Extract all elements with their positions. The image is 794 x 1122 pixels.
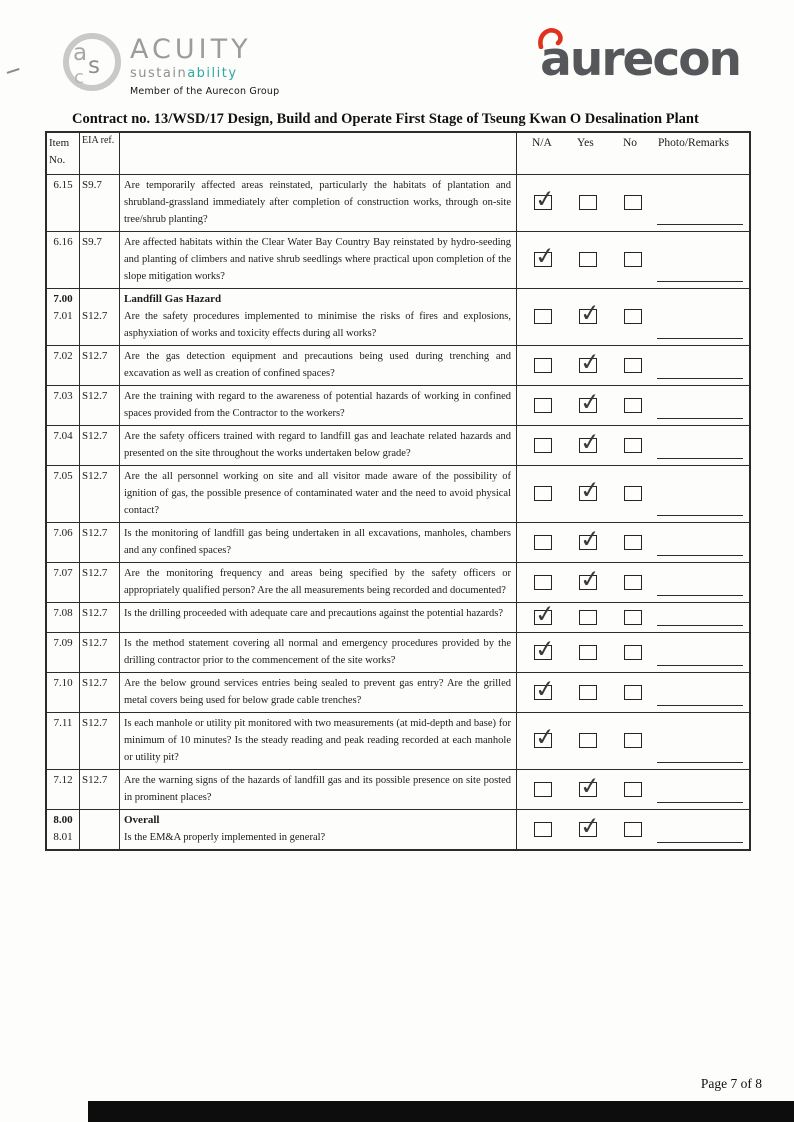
eia-ref-cell [80,232,120,288]
checkbox-yes[interactable] [578,386,602,417]
checkmark: ✓ [578,770,602,801]
document-title: Contract no. 13/WSD/17 Design, Build and Operate First Stage of Tseung Kwan O Desalination Plant [72,111,699,127]
table-body [47,175,749,849]
question-text: Are temporarily affected areas reinstated, particularly the habitats of plantation and shrubland-grassland immediately after completion of construction works, through on-site tree/shrub planting? [124,180,511,225]
page-number: Page 7 of 8 [700,1076,762,1091]
acuity-logo-subtitle [130,66,279,81]
checkbox-yes[interactable] [578,810,602,841]
question-text: Is the monitoring of landfill gas being undertaken in all excavations, manholes, chambers and any confined spaces? [124,528,511,556]
answer-cell [517,289,749,345]
checkbox-no[interactable] [624,438,642,453]
item-no-cell [47,426,80,465]
eia-ref: S12.7 [82,677,108,689]
item-label-line1: Item [49,137,70,149]
row-item-no: 6.16 [53,236,73,248]
answer-cell [517,810,749,849]
checkbox-na[interactable] [534,486,552,501]
checkbox-no[interactable] [624,782,642,797]
checkbox-no[interactable] [624,195,642,210]
table-row [47,175,749,232]
eia-ref-cell [80,523,120,562]
checkbox-no[interactable] [624,309,642,324]
svg-text:s: s [88,53,100,79]
eia-ref: S12.7 [82,607,108,619]
answer-cell [517,713,749,769]
section-item-no: 8.00 [53,814,73,826]
eia-ref-cell [80,175,120,231]
remarks-line[interactable] [657,515,743,516]
question-cell [120,603,517,632]
svg-text:a: a [73,40,88,66]
checkmark: ✓ [533,598,557,629]
question-text: Are the warning signs of the hazards of landfill gas and its possible presence on site posted in prominent places? [124,775,511,803]
item-no-cell [47,466,80,522]
eia-ref-cell [80,289,120,345]
question-cell [120,713,517,769]
checkbox-na[interactable] [534,398,552,413]
remarks-line[interactable] [657,802,743,803]
row-item-no: 6.15 [53,179,73,191]
question-text: Are the training with regard to the awareness of potential hazards of working in confined spaces provided from the Contractor to the workers? [124,391,511,419]
column-headers-answers [517,133,749,174]
checklist-table [45,131,751,851]
eia-ref-cell [80,633,120,672]
checkmark: ✓ [578,346,602,377]
question-text: Is the drilling proceeded with adequate care and precautions against the potential hazards? [124,608,504,619]
checkbox-no[interactable] [624,733,642,748]
scan-artifact-bar [88,1101,794,1122]
table-row [47,466,749,523]
eia-ref: S12.7 [82,430,108,442]
answer-cell [517,232,749,288]
column-header-yes: Yes [577,137,594,149]
table-row [47,346,749,386]
question-cell [120,289,517,345]
checkbox-na[interactable] [533,184,557,214]
checkmark: ✓ [578,426,602,457]
question-cell [120,673,517,712]
question-cell [120,426,517,465]
row-item-no: 7.05 [53,470,73,482]
row-item-no: 7.04 [53,430,73,442]
item-no-cell [47,563,80,602]
table-row [47,598,749,633]
remarks-line[interactable] [657,224,743,225]
table-row [47,673,749,713]
question-text: Are the below ground services entries being sealed to prevent gas entry? Are the grilled metal covers being used for below grade cable trenches? [124,678,511,706]
checkmark: ✓ [533,184,557,214]
eia-ref: S12.7 [82,567,108,579]
acuity-subtitle-teal: ability [187,66,238,81]
answer-cell [517,563,749,602]
item-label-line2: No. [49,154,66,166]
remarks-line[interactable] [657,555,743,556]
acuity-logo-name: ACUITY [130,34,252,65]
remarks-line[interactable] [657,378,743,379]
eia-ref-cell [80,603,120,632]
answer-cell [517,386,749,425]
answer-cell [517,633,749,672]
remarks-line[interactable] [657,665,743,666]
checkbox-yes[interactable] [578,346,602,377]
checkbox-yes[interactable] [579,645,597,660]
checkmark: ✓ [533,241,557,271]
question-cell [120,523,517,562]
row-item-no: 7.06 [53,527,73,539]
answer-cell [517,426,749,465]
checkbox-no[interactable] [624,610,642,625]
question-cell [120,175,517,231]
question-cell [120,770,517,809]
checkbox-yes[interactable] [578,523,602,554]
column-header-question [120,133,517,174]
checkbox-na[interactable] [533,241,557,271]
svg-text:c: c [74,67,84,88]
acuity-subtitle-gray: sustain [130,66,188,81]
eia-ref: S12.7 [82,717,108,729]
row-item-no: 7.01 [53,310,73,322]
eia-ref: S12.7 [82,470,108,482]
table-row [47,232,749,289]
question-cell [120,466,517,522]
column-header-na: N/A [532,137,552,149]
remarks-line[interactable] [657,418,743,419]
checkbox-yes[interactable] [579,252,597,267]
item-no-cell [47,633,80,672]
eia-ref: S9.7 [82,179,102,191]
answer-cell [517,770,749,809]
eia-ref: S12.7 [82,390,108,402]
table-row [47,289,749,346]
eia-ref-label: EIA ref. [82,135,115,146]
checkbox-no[interactable] [624,535,642,550]
checkbox-yes[interactable] [578,475,602,505]
column-header-no: No [623,137,638,149]
checkbox-na[interactable] [534,575,552,590]
item-no-cell [47,603,80,632]
checkmark: ✓ [578,298,602,328]
row-item-no: 7.11 [53,717,73,729]
question-text: Are the safety procedures implemented to minimise the risks of fires and explosions, asphyxiation of works and toxicity effects during all works? [124,311,511,339]
aurecon-logo-text: aurecon [540,32,740,87]
eia-ref: S12.7 [82,774,108,786]
answer-cell [517,346,749,385]
question-text: Are the all personnel working on site and all visitor made aware of the possibility of ignition of gas, the possible presence of contaminated water and the need to avoid physical contact? [124,471,511,516]
checkbox-no[interactable] [624,575,642,590]
remarks-line[interactable] [657,338,743,339]
checkbox-na[interactable] [534,358,552,373]
eia-ref: S12.7 [82,310,108,322]
item-no-cell [47,346,80,385]
eia-ref: S12.7 [82,350,108,362]
remarks-line[interactable] [657,842,743,843]
checkbox-na[interactable] [534,309,552,324]
checkbox-no[interactable] [624,486,642,501]
eia-ref-cell [80,426,120,465]
eia-ref-cell [80,673,120,712]
answer-cell [517,598,749,632]
answer-cell [517,673,749,712]
checkbox-na[interactable] [534,535,552,550]
row-item-no: 7.10 [53,677,73,689]
remarks-line[interactable] [657,625,743,626]
eia-ref: S9.7 [82,236,102,248]
question-text: Are affected habitats within the Clear Water Bay Country Bay reinstated by hydro-seeding and planting of climbers and native shrub seedlings where practical upon completion of the slope mitigation works? [124,237,511,282]
acuity-logo-text-block [130,30,279,97]
table-row [47,633,749,673]
checkbox-yes[interactable] [578,426,602,457]
row-item-no: 7.07 [53,567,73,579]
checkmark: ✓ [578,386,602,417]
question-text: Are the gas detection equipment and precautions being used during trenching and excavation as well as creation of confined spaces? [124,351,511,379]
checkbox-yes[interactable] [578,563,602,594]
question-cell [120,633,517,672]
section-title: Overall [124,814,160,826]
row-item-no: 7.02 [53,350,73,362]
eia-ref-cell [80,346,120,385]
item-no-cell [47,523,80,562]
checkbox-yes[interactable] [579,685,597,700]
question-text: Are the monitoring frequency and areas being specified by the safety officers or appropriately qualified person? Are the all measurements being recorded and documented? [124,568,511,596]
table-row [47,523,749,563]
row-item-no: 7.12 [53,774,73,786]
checkbox-na[interactable] [533,598,557,629]
table-header-row [47,133,749,175]
checkbox-no[interactable] [624,685,642,700]
remarks-line[interactable] [657,458,743,459]
table-row [47,426,749,466]
eia-ref [82,812,117,829]
table-row [47,810,749,849]
checkbox-yes[interactable] [578,770,602,801]
item-no-cell [47,810,80,849]
question-cell [120,810,517,849]
aurecon-swirl-icon [537,27,565,49]
checkmark: ✓ [578,523,602,554]
acuity-logo-icon [60,30,124,94]
checkbox-na[interactable] [533,673,557,704]
acuity-member-text: Member of the Aurecon Group [130,86,280,97]
eia-ref-cell [80,810,120,849]
checkmark: ✓ [533,633,557,664]
checkbox-no[interactable] [624,358,642,373]
checkbox-yes[interactable] [579,610,597,625]
eia-ref: S12.7 [82,527,108,539]
eia-ref: S12.7 [82,637,108,649]
question-text: Is the EM&A properly implemented in general? [124,832,326,843]
checkbox-no[interactable] [624,822,642,837]
checkbox-yes[interactable] [578,298,602,328]
item-no-cell [47,175,80,231]
checkbox-na[interactable] [534,782,552,797]
column-header-photo-remarks: Photo/Remarks [658,137,729,149]
checkbox-no[interactable] [624,645,642,660]
row-item-no: 7.08 [53,607,73,619]
document-header [0,28,794,114]
checkbox-na[interactable] [533,633,557,664]
checkbox-na[interactable] [534,822,552,837]
answer-cell [517,175,749,231]
aurecon-logo [540,32,740,87]
checkbox-na[interactable] [534,438,552,453]
eia-ref-cell [80,563,120,602]
remarks-line[interactable] [657,595,743,596]
answer-cell [517,523,749,562]
checkbox-yes[interactable] [579,195,597,210]
item-no-cell [47,386,80,425]
column-header-item-no [47,133,80,174]
checkbox-yes[interactable] [579,733,597,748]
item-no-cell [47,770,80,809]
acuity-logo [60,30,279,97]
checkbox-no[interactable] [624,252,642,267]
answer-cell [517,466,749,522]
table-row [47,386,749,426]
checkbox-no[interactable] [624,398,642,413]
question-cell [120,232,517,288]
item-no-cell [47,673,80,712]
table-row [47,563,749,603]
remarks-line[interactable] [657,705,743,706]
checkmark: ✓ [578,475,602,505]
question-text: Are the safety officers trained with regard to landfill gas and leachate related hazards and presented on the site throughout the works undertaken below grade? [124,431,511,459]
question-cell [120,386,517,425]
checkmark: ✓ [533,722,557,752]
remarks-line[interactable] [657,762,743,763]
question-text: Is each manhole or utility pit monitored with two measurements (at mid-depth and base) for minimum of 10 minutes? Is the steady reading and peak reading recorded at each manhole or utility pit? [124,718,511,763]
eia-ref-cell [80,386,120,425]
row-item-no: 7.09 [53,637,73,649]
item-no-cell [47,289,80,345]
checkmark: ✓ [533,673,557,704]
checkbox-na[interactable] [533,722,557,752]
eia-ref-cell [80,713,120,769]
table-row [47,713,749,770]
row-item-no: 8.01 [53,831,73,843]
checkmark: ✓ [578,563,602,594]
row-item-no: 7.03 [53,390,73,402]
item-no-cell [47,232,80,288]
section-item-no: 7.00 [53,293,73,305]
eia-ref-cell [80,770,120,809]
question-cell [120,563,517,602]
item-no-cell [47,713,80,769]
table-row [47,770,749,810]
column-header-eia-ref [80,133,120,174]
checkmark: ✓ [578,810,602,841]
question-cell [120,346,517,385]
eia-ref-cell [80,466,120,522]
section-title: Landfill Gas Hazard [124,293,222,305]
question-text: Is the method statement covering all normal and emergency procedures provided by the drilling contractor prior to the commencement of the site works? [124,638,511,666]
remarks-line[interactable] [657,281,743,282]
